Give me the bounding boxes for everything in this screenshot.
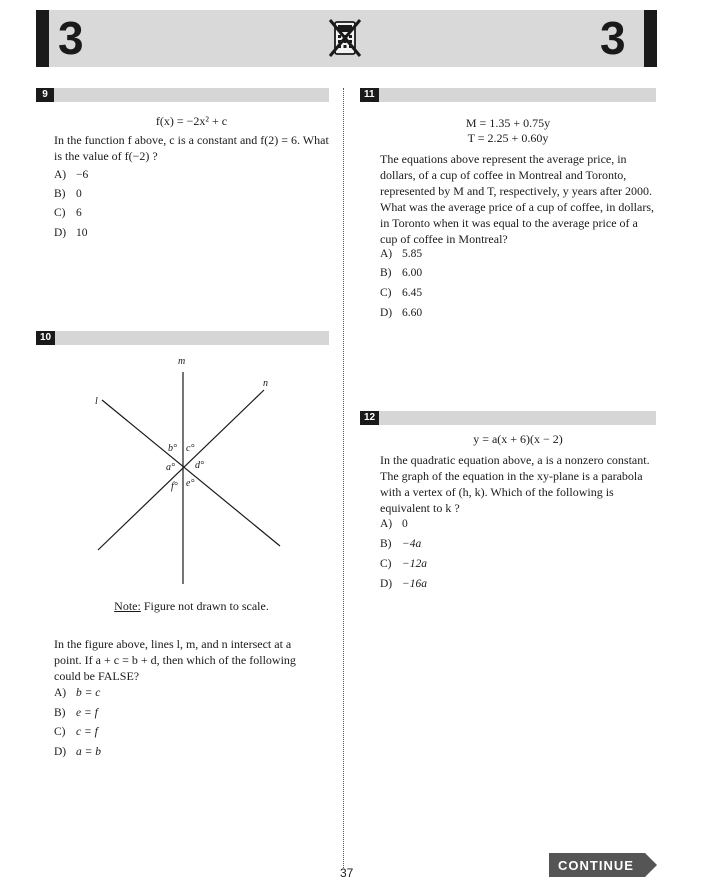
question-9-equation: f(x) = −2x² + c (155, 114, 228, 128)
angle-e: e° (186, 478, 195, 489)
angle-d: d° (195, 460, 204, 471)
question-10-option-a[interactable]: A) b = c (54, 687, 101, 699)
section-number-right: 3 (600, 12, 626, 64)
question-number: 9 (36, 88, 54, 102)
question-12-option-b[interactable]: B) −4a (380, 538, 422, 550)
line-n (98, 390, 264, 550)
question-9-option-b[interactable]: B) 0 (54, 188, 82, 200)
question-10-option-c[interactable]: C) c = f (54, 726, 98, 738)
section-header-right-bar (644, 10, 657, 67)
line-l (102, 400, 280, 546)
question-11-prompt: The equations above represent the average price, in dollars, of a cup of coffee in Montreal and Toronto, represented by M and T, respectively, y years after 2000. What was the average price of a cup of coffee, in dollars, in Toronto when it was equal to the average price of a cup of coffee in Montreal? (380, 152, 654, 246)
question-12-option-c[interactable]: C) −12a (380, 558, 428, 570)
question-11-option-c[interactable]: C) 6.45 (380, 287, 423, 299)
label-m: m (178, 356, 186, 367)
section-header-left-bar (36, 10, 49, 67)
intersecting-lines-figure (80, 350, 290, 590)
question-9-option-a[interactable]: A) −6 (54, 169, 89, 181)
question-10-option-b[interactable]: B) e = f (54, 707, 98, 719)
question-12-equation: y = a(x + 6)(x − 2) (473, 432, 563, 446)
question-12-option-d[interactable]: D) −16a (380, 578, 428, 590)
angle-c: c° (186, 443, 195, 454)
question-11-equation-2: T = 2.25 + 0.60y (467, 131, 549, 145)
question-11-equation-1: M = 1.35 + 0.75y (465, 116, 551, 130)
continue-button[interactable] (549, 853, 657, 877)
question-12-bar (360, 411, 656, 425)
question-10-prompt: In the figure above, lines l, m, and n intersect at a point. If a + c = b + d, then which of the following could be FALSE? (54, 637, 296, 683)
angle-b: b° (168, 443, 177, 454)
question-11-option-b[interactable]: B) 6.00 (380, 267, 423, 279)
question-12-option-a[interactable]: A) 0 (380, 518, 408, 530)
angle-f: f° (171, 481, 178, 492)
question-9-option-d[interactable]: D) 10 (54, 227, 88, 239)
question-12-prompt: In the quadratic equation above, a is a nonzero constant. The graph of the equation in the xy-plane is a parabola with a vertex of (h, k). Which of the following is equivalent to k ? (380, 453, 650, 515)
figure-note: Note: Figure not drawn to scale. (114, 599, 269, 613)
page-number: 37 (340, 866, 354, 880)
question-9-bar (36, 88, 329, 102)
question-9-prompt: In the function f above, c is a constant and f(2) = 6. What is the value of f(−2) ? (54, 133, 329, 163)
question-11-option-a[interactable]: A) 5.85 (380, 248, 423, 260)
question-11-bar (360, 88, 656, 102)
section-number-left: 3 (58, 12, 84, 64)
question-9-option-c[interactable]: C) 6 (54, 207, 82, 219)
angle-a: a° (166, 462, 175, 473)
question-10-bar (36, 331, 329, 345)
question-11-option-d[interactable]: D) 6.60 (380, 307, 423, 319)
no-calculator-icon (327, 18, 363, 58)
label-l: l (95, 396, 98, 407)
question-number: 11 (360, 88, 379, 102)
question-number: 10 (36, 331, 55, 345)
question-number: 12 (360, 411, 379, 425)
question-10-option-d[interactable]: D) a = b (54, 746, 102, 758)
label-n: n (263, 378, 268, 389)
column-divider (343, 88, 344, 868)
continue-label: CONTINUE (558, 858, 634, 873)
